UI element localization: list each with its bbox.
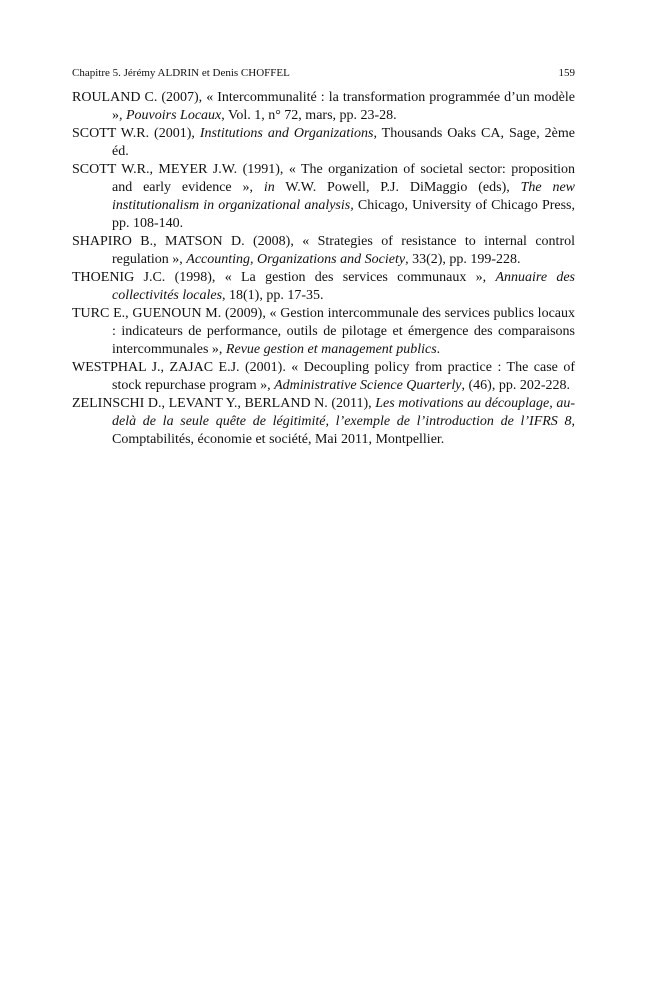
reference-text: , Vol. 1, n° 72, mars, pp. 23-28.: [221, 108, 397, 123]
reference-entry: [72, 305, 575, 359]
reference-entry: [72, 359, 575, 395]
reference-entry: [72, 161, 575, 233]
reference-italic-text: in: [263, 180, 275, 195]
reference-entry: [72, 395, 575, 449]
reference-text: ROULAND C. (2007), « Intercommunalité : la transformation programmée d’un modèle »,: [72, 90, 575, 123]
reference-entry: [72, 125, 575, 161]
reference-list: [72, 89, 575, 449]
reference-italic-text: Institutions and Organizations: [199, 126, 374, 141]
reference-italic-text: Pouvoirs Locaux: [126, 108, 222, 123]
reference-text: Chicago, University of Chicago Press, pp. 108-140.: [112, 198, 576, 231]
reference-text: .: [436, 342, 441, 357]
page: [72, 66, 575, 449]
reference-text: , 18(1), pp. 17-35.: [222, 288, 324, 303]
reference-text: , (46), pp. 202-228.: [461, 378, 571, 393]
reference-text: THOENIG J.C. (1998), « La gestion des services communaux »,: [72, 270, 496, 285]
reference-text: , Thousands Oaks CA, Sage, 2ème éd.: [112, 126, 575, 159]
reference-italic-text: Administrative Science Quarterly: [274, 378, 462, 393]
reference-italic-text: Annuaire des collectivités locales: [112, 270, 575, 303]
reference-text: ZELINSCHI D., LEVANT Y., BERLAND N. (2011),: [72, 396, 376, 411]
reference-text: WESTPHAL J., ZAJAC E.J. (2001). « Decoupling policy from practice : The case of stock repurchase program »,: [72, 360, 575, 393]
reference-text: SHAPIRO B., MATSON D. (2008), « Strategies of resistance to internal control regulation »,: [72, 234, 575, 267]
reference-italic-text: Les motivations au découplage, au-delà de la seule quête de légitimité, l’exemple de l’introduction de l’IFRS 8: [112, 396, 575, 429]
reference-text: , 33(2), pp. 199-228.: [405, 252, 521, 267]
reference-italic-text: Revue gestion et management publics: [225, 342, 437, 357]
running-header: [72, 66, 575, 80]
page-number: 159: [558, 67, 575, 79]
reference-italic-text: The new institutionalism in organizational analysis,: [112, 180, 575, 213]
reference-text: TURC E., GUENOUN M. (2009), « Gestion intercommunale des services publics locaux : indicateurs de performance, outils de pilotage et émergence des comparaisons intercommunales »,: [72, 306, 575, 357]
reference-entry: [72, 89, 575, 125]
reference-text: SCOTT W.R. (2001),: [72, 126, 200, 141]
reference-text: SCOTT W.R., MEYER J.W. (1991), « The organization of societal sector: proposition and early evidence »,: [72, 162, 575, 195]
reference-text: , Comptabilités, économie et société, Mai 2011, Montpellier.: [112, 414, 575, 447]
reference-entry: [72, 233, 575, 269]
chapter-title: Chapitre 5. Jérémy ALDRIN et Denis CHOFFEL: [72, 67, 290, 79]
reference-entry: [72, 269, 575, 305]
reference-italic-text: Accounting, Organizations and Society: [186, 252, 406, 267]
reference-text: W.W. Powell, P.J. DiMaggio (eds),: [274, 180, 521, 195]
